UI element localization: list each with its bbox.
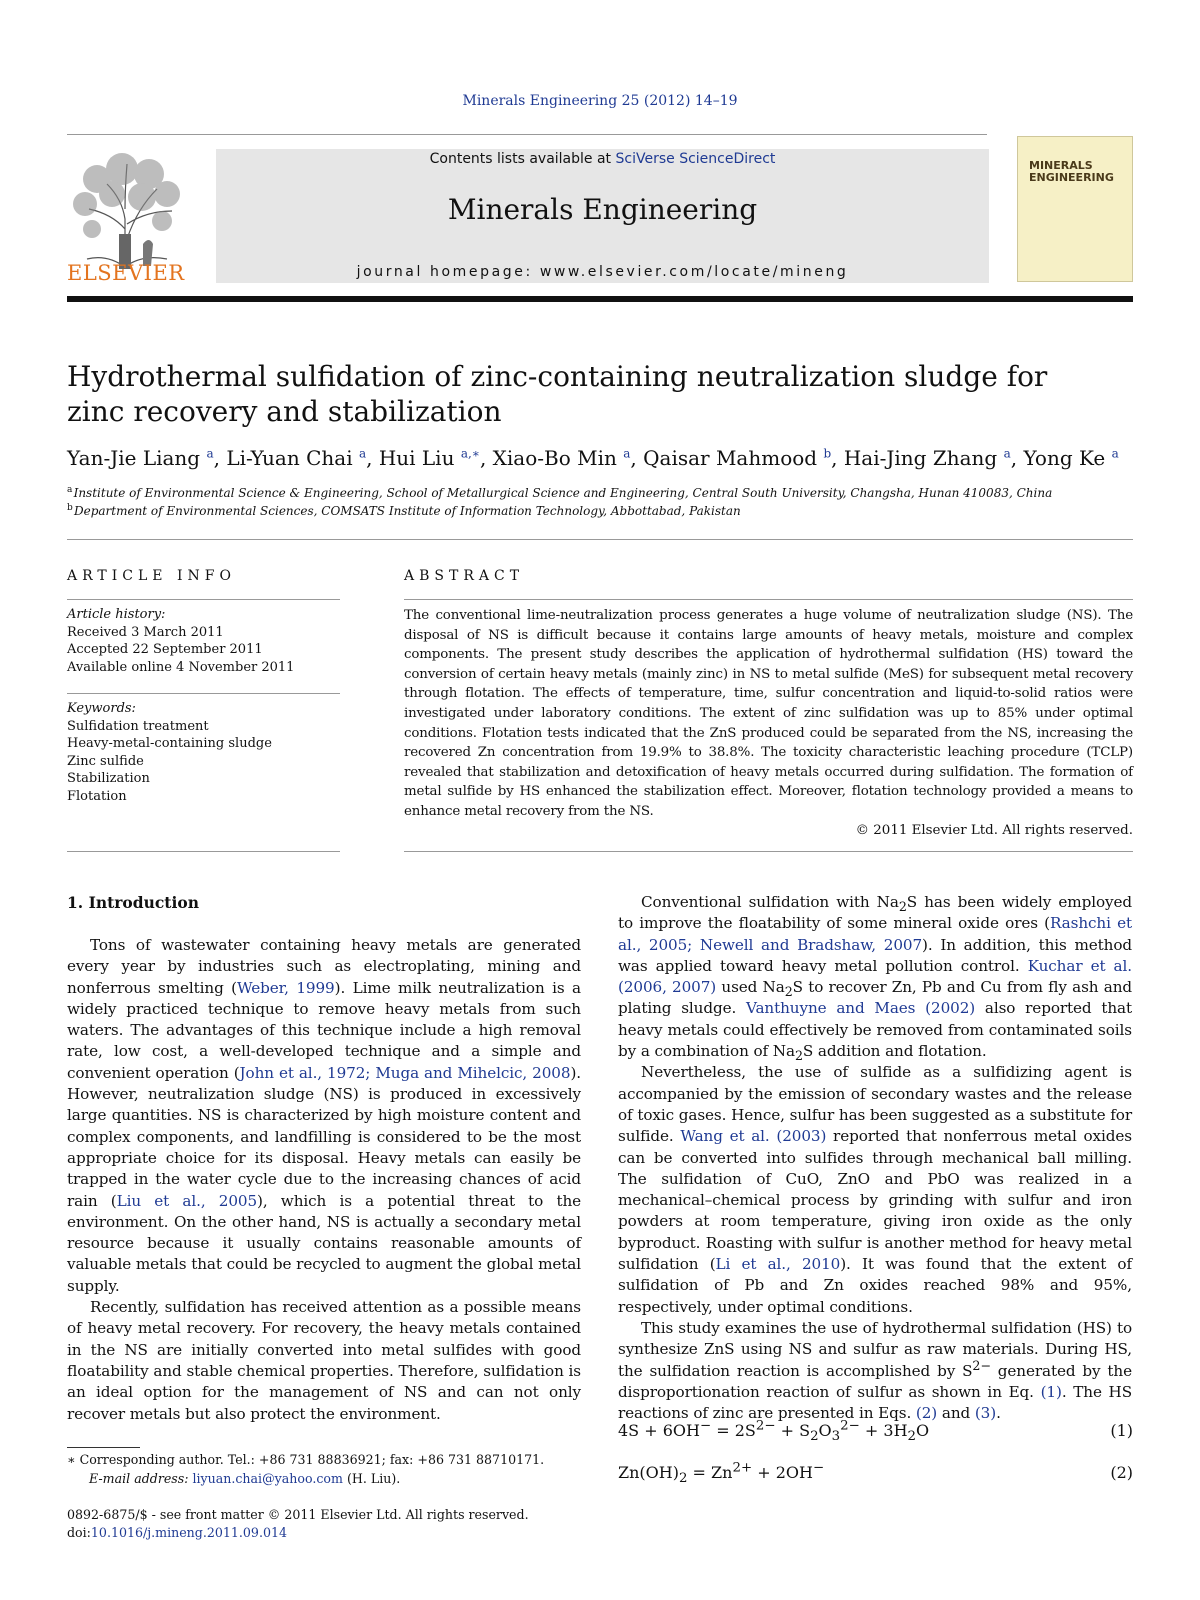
header-thick-rule [67,296,1133,302]
email-suffix: (H. Liu). [342,1471,401,1486]
author-affiliation-sup[interactable]: a [358,446,367,461]
email-link[interactable]: liyuan.chai@yahoo.com [192,1471,343,1486]
corresponding-author-note: ∗ Corresponding author. Tel.: +86 731 88836921; fax: +86 731 88710171. [67,1452,545,1467]
text-run: ), which is a potential threat to the environment. On the other hand, NS is actually a secondary metal resource because it usually contains reasonable amounts of valuable metals that could be recycled to augment the global metal supply. [67,1191,582,1295]
text-run: generated by the disproportionation reaction of sulfur as shown in Eq. [618,1361,1132,1401]
journal-cover-thumbnail [1017,136,1133,282]
doi-line [67,1524,287,1542]
paper-title: Hydrothermal sulfidation of zinc-containing neutralization sludge for zinc recovery and stabilization [67,360,1048,428]
online-date: Available online 4 November 2011 [67,659,295,675]
header-rule [67,134,987,135]
contents-prefix: Contents lists available at [429,151,616,167]
author-affiliation-sup[interactable]: a [1111,446,1119,461]
author-separator: , [630,446,644,470]
citation-link[interactable]: Weber, 1999 [237,978,335,997]
email-line [89,1470,400,1488]
abstract-text: The conventional lime-neutralization process generates a huge volume of neutralization sludge (NS). The disposal of NS is difficult because it contains large amounts of heavy metals, moisture and complex components. The present study describes the application of hydrothermal sulfidation (HS) toward the conversion of certain heavy metals (mainly zinc) in NS to metal sulfide (MeS) for subsequent metal recovery through flotation. The effects of temperature, time, sulfur concentration and liquid-to-solid ratios were investigated under laboratory conditions. The extent of zinc sulfidation was up to 85% under optimal conditions. Flotation tests indicated that the ZnS produced could be separated from the NS, increasing the recovered Zn concentration from 19.9% to 38.8%. The toxicity characteristic leaching procedure (TCLP) revealed that stabilization and detoxification of heavy metals occurred during sulfidation. The formation of metal sulfide by HS enhanced the stabilization effect. Moreover, flotation technology provided a means to enhance metal recovery from the NS. [404,608,1133,819]
equation-link[interactable]: (1) [1040,1382,1062,1401]
text-run: S has been widely employed to improve the floatability of some mineral oxide ores ( [618,893,1132,933]
journal-citation[interactable]: Minerals Engineering 25 (2012) 14–19 [462,93,738,109]
article-info-heading: ARTICLE INFO [67,568,236,584]
author-name: Li-Yuan Chai [226,446,359,470]
author-list [67,446,1119,470]
journal-name: Minerals Engineering [447,193,758,226]
issn-line: 0892-6875/$ - see front matter © 2011 Elsevier Ltd. All rights reserved. [67,1507,529,1522]
affiliation-a: $^a$ Institute of Environmental Science & Engineering, School of Metallurgical Science and Engineering, Central South University, Changsha, Hunan 410083, China [67,485,1053,500]
text-run: used Na [716,978,785,997]
email-label: E-mail address: [89,1471,193,1486]
cover-title: MINERALS ENGINEERING [1029,159,1114,184]
paragraph [618,1062,1132,1318]
text-run: S to recover Zn, Pb and Cu from fly ash and plating sludge. [618,978,1132,1018]
paragraph [618,892,1132,1062]
article-info-rule [67,693,340,694]
text-run: . [996,1404,1001,1423]
author-affiliation-sup[interactable]: b [823,446,832,461]
citation-link[interactable]: Vanthuyne and Maes (2002) [746,999,976,1018]
citation-link[interactable]: Wang et al. (2003) [680,1127,827,1146]
equation-1 [618,1418,1133,1445]
author-name: Xiao-Bo Min [492,446,624,470]
citation-link[interactable]: John et al., 1972; Muga and Mihelcic, 2008 [239,1063,571,1082]
doi-prefix: doi: [67,1525,91,1540]
section-heading-introduction: 1. Introduction [67,893,199,912]
keyword: Zinc sulfide [67,753,144,769]
text-run: This study examines the use of hydrothermal sulfidation (HS) to synthesize ZnS using NS and sulfur as raw materials. During HS, the sulfidation reaction is accomplished by S [618,1318,1132,1380]
equation-link[interactable]: (3) [974,1404,997,1423]
paragraph [618,1318,1132,1424]
abstract-copyright: © 2011 Elsevier Ltd. All rights reserved. [855,823,1133,838]
citation-link[interactable]: Li et al., 2010 [715,1255,841,1274]
author-affiliation-sup[interactable]: a [206,446,214,461]
text-run: Nevertheless, the use of sulfide as a sulfidizing agent is accompanied by the emission of secondary wastes and the release of toxic gases. Hence, sulfur has been suggested as a substitute for sulfide. [618,1063,1132,1146]
accepted-date: Accepted 22 September 2011 [67,642,263,657]
paragraph [67,935,581,1297]
author-separator: , [1010,446,1024,470]
text-run: and [937,1404,975,1423]
text-run: . The HS reactions of zinc are presented in Eqs. [618,1382,1132,1423]
affiliation-b: $^b$ Department of Environmental Sciences, COMSATS Institute of Information Technology, Abbottabad, Pakistan [67,503,741,518]
author-separator: , [213,446,227,470]
author-name: Hui Liu [378,446,461,470]
author-affiliation-sup[interactable]: a [623,446,631,461]
author-separator: , [479,446,493,470]
journal-homepage[interactable]: journal homepage: www.elsevier.com/locate/mineng [356,264,849,280]
affiliation-b-text: Department of Environmental Sciences, COMSATS Institute of Information Technology, Abbottabad, Pakistan [73,504,741,518]
received-date: Received 3 March 2011 [67,624,224,640]
author-separator: , [831,446,844,470]
equation-1-number: (1) [1110,1421,1133,1440]
subscript: 2 [784,984,793,1000]
paragraph: Recently, sulfidation has received attention as a possible means of heavy metal recovery. For recovery, the heavy metals contained in the NS are initially converted into metal sulfides with good floatability and stable chemical properties. Therefore, sulfidation is an ideal option for the management of NS and can not only recover metals but also protect the environment. [67,1298,581,1423]
article-info-rule [67,599,340,600]
elsevier-wordmark: ELSEVIER [67,261,185,285]
abstract-rule [404,851,1133,852]
citation-link[interactable]: Liu et al., 2005 [116,1191,258,1210]
text-run: ). In addition, this method was applied toward heavy metal pollution control. [618,935,1133,975]
history-label: Article history: [67,607,166,622]
citation-link[interactable]: Rashchi et al., 2005; Newell and Bradshaw, 2007 [618,914,1132,954]
citation-link[interactable]: Kuchar et al. (2006, 2007) [618,956,1133,997]
equation-1-body: $4S + 6OH^- = 2S^{2-} + S_2O_3^{2-} + 3H_2O$ [618,1418,930,1445]
article-info-rule [67,851,340,852]
sciencedirect-link[interactable]: SciVerse ScienceDirect [615,151,776,167]
text-run: S addition and flotation. [802,1042,987,1061]
article-history [67,606,340,676]
keyword: Flotation [67,788,127,804]
keyword: Stabilization [67,771,150,786]
doi-link[interactable]: 10.1016/j.mineng.2011.09.014 [90,1525,287,1540]
text-run: ). It was found that the extent of sulfidation of Pb and Zn oxides reached 98% and 95%, respectively, under optimal conditions. [618,1255,1132,1316]
author-affiliation-sup[interactable]: a,∗ [460,446,480,461]
body-column-right [618,892,1132,1424]
text-run: ). However, neutralization sludge (NS) is produced in excessively large quantities. NS is characterized by high moisture content and complex components, and landfilling is considered to be the most appropriate choice for its disposal. Heavy metals can easily be trapped in the water cycle due to the increasing chances of acid rain ( [67,1063,581,1210]
abstract-heading: ABSTRACT [404,568,525,584]
author-name: Yan-Jie Liang [67,446,207,470]
text-run: ). Lime milk neutralization is a widely practiced technique to remove heavy metals from such waters. The advantages of this technique include a high removal rate, low cost, a well-developed technique and a simple and convenient operation ( [67,978,581,1082]
keywords-label: Keywords: [67,701,136,716]
equation-2-body: $Zn(OH)_2 = Zn^{2+} + 2OH^-$ [618,1460,825,1487]
author-name: Hai-Jing Zhang [843,446,1004,470]
affiliation-rule [67,539,1133,540]
author-separator: , [366,446,379,470]
keywords [67,700,340,805]
subscript: 2 [898,899,907,915]
affiliation-a-text: Institute of Environmental Science & Engineering, School of Metallurgical Science and Engineering, Central South University, Changsha, Hunan 410083, China [73,486,1053,500]
author-affiliation-sup[interactable]: a [1003,446,1011,461]
equation-2-number: (2) [1110,1463,1133,1482]
contents-line [216,151,989,167]
body-column-left [67,935,581,1425]
keyword: Heavy-metal-containing sludge [67,736,272,751]
text-run: also reported that heavy metals could effectively be removed from contaminated soils by a combination of Na [618,999,1132,1061]
footnote-rule [67,1447,140,1448]
text-run: Tons of wastewater containing heavy metals are generated every year by industries such as electroplating, mining and nonferrous smelting ( [67,936,581,997]
subscript: 2 [794,1048,803,1064]
abstract-rule [404,599,1133,600]
superscript: 2− [972,1357,991,1373]
equation-2 [618,1460,1133,1487]
keyword: Sulfidation treatment [67,718,209,734]
equation-link[interactable]: (2) [915,1404,938,1423]
text-run: Conventional sulfidation with Na [641,893,899,911]
text-run: reported that nonferrous metal oxides can be converted into sulfides through mechanical ball milling. The sulfidation of CuO, ZnO and PbO was realized in a mechanical–chemical process by grinding with sulfur and iron powders at room temperature, giving iron oxide as the only byproduct. Roasting with sulfur is another method for heavy metal sulfidation ( [618,1127,1132,1274]
author-name: Qaisar Mahmood [643,446,824,470]
author-name: Yong Ke [1023,446,1112,470]
